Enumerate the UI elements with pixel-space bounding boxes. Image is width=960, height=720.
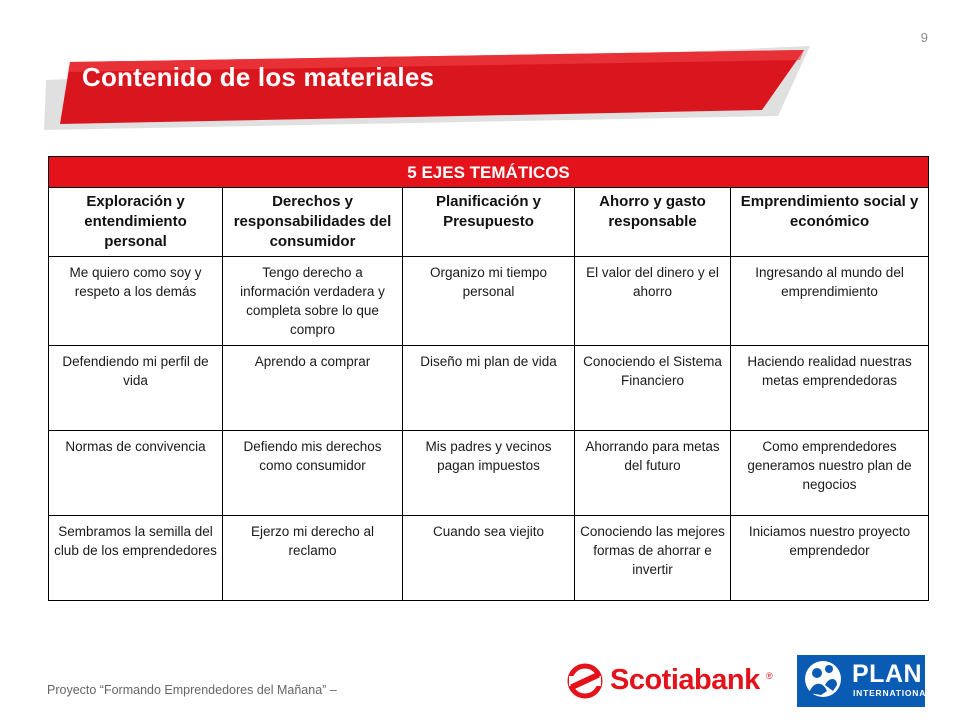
table-cell: Ahorrando para metas del futuro <box>575 431 731 516</box>
table-cell: Defiendo mis derechos como consumidor <box>223 431 403 516</box>
table-row <box>49 516 929 601</box>
axis-header: Derechos y responsabilidades del consumidor <box>223 188 403 257</box>
table-banner-row <box>49 157 929 188</box>
page-number: 9 <box>920 30 928 45</box>
table-cell: Sembramos la semilla del club de los emprendedores <box>49 516 223 601</box>
plan-subtitle: INTERNATIONAL <box>853 688 933 698</box>
plan-figure-icon <box>797 655 849 707</box>
table-cell: Como emprendedores generamos nuestro plan de negocios <box>731 431 929 516</box>
table-cell: Cuando sea viejito <box>403 516 575 601</box>
table-cell: Ingresando al mundo del emprendimiento <box>731 257 929 346</box>
table-cell: Aprendo a comprar <box>223 346 403 431</box>
table-row <box>49 346 929 431</box>
axis-header: Planificación y Presupuesto <box>403 188 575 257</box>
table-cell: Defendiendo mi perfil de vida <box>49 346 223 431</box>
table-cell: Mis padres y vecinos pagan impuestos <box>403 431 575 516</box>
themes-table <box>48 156 929 601</box>
axis-header: Exploración y entendimiento personal <box>49 188 223 257</box>
table-cell: Ejerzo mi derecho al reclamo <box>223 516 403 601</box>
table-banner: 5 EJES TEMÁTICOS <box>49 157 929 188</box>
page-title: Contenido de los materiales <box>82 62 435 92</box>
table-row <box>49 431 929 516</box>
table-cell: Iniciamos nuestro proyecto emprendedor <box>731 516 929 601</box>
axis-header: Emprendimiento social y económico <box>731 188 929 257</box>
table-cell: El valor del dinero y el ahorro <box>575 257 731 346</box>
table-cell: Conociendo las mejores formas de ahorrar e invertir <box>575 516 731 601</box>
table-row <box>49 257 929 346</box>
table-cell: Diseño mi plan de vida <box>403 346 575 431</box>
axis-header: Ahorro y gasto responsable <box>575 188 731 257</box>
scotiabank-wordmark: Scotiabank <box>610 664 760 696</box>
table-cell: Conociendo el Sistema Financiero <box>575 346 731 431</box>
footer-text: Proyecto “Formando Emprendedores del Mañana” – <box>47 683 337 697</box>
registered-mark: ® <box>766 671 773 681</box>
plan-wordmark: PLAN <box>852 660 923 688</box>
table-cell: Tengo derecho a información verdadera y completa sobre lo que compro <box>223 257 403 346</box>
table-cell: Normas de convivencia <box>49 431 223 516</box>
table-header-row <box>49 188 929 257</box>
table-cell: Haciendo realidad nuestras metas emprendedoras <box>731 346 929 431</box>
table-cell: Organizo mi tiempo personal <box>403 257 575 346</box>
table-cell: Me quiero como soy y respeto a los demás <box>49 257 223 346</box>
scotiabank-s-icon <box>569 666 601 696</box>
